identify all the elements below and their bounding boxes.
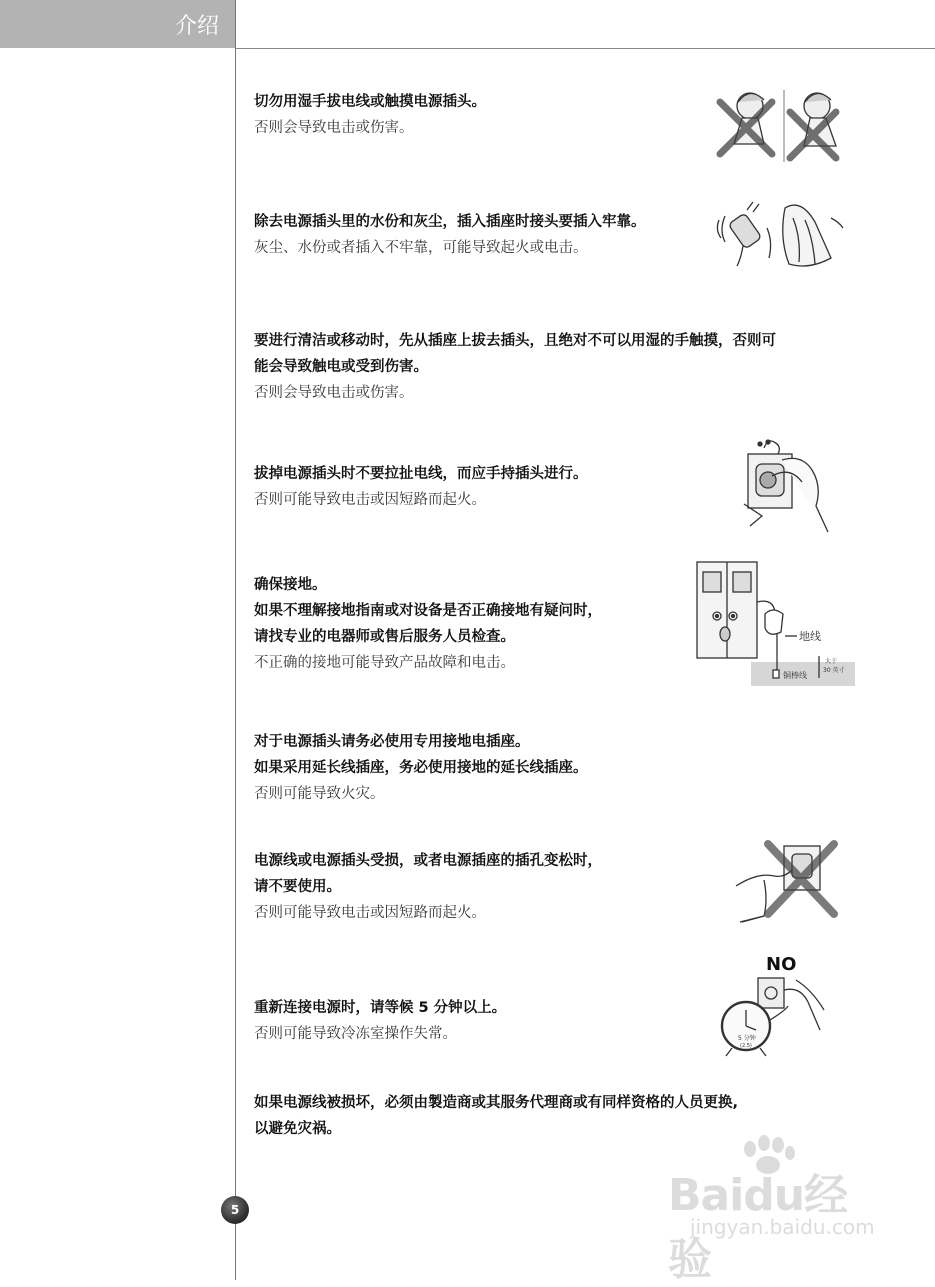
warning-dedicated-outlet	[254, 729, 854, 807]
header-divider	[235, 48, 935, 49]
warning-note: 否则会导致电击或伤害。	[254, 120, 414, 136]
warning-note: 灰尘、水份或者插入不牢靠，可能导致起火或电击。	[254, 240, 588, 256]
warning-note: 否则可能导致电击或因短路而起火。	[254, 905, 486, 921]
wait-five-minutes-illustration	[716, 950, 828, 1060]
no-label: NO	[766, 954, 797, 975]
warning-title-line-1: 如果电源线被损坏，必须由製造商或其服务代理商或有同样资格的人员更换,	[254, 1095, 739, 1111]
warning-title-line-2: 如果采用延长线插座，务必使用接地的延长线插座。	[254, 760, 588, 776]
warning-note: 否则可能导致电击或因短路而起火。	[254, 492, 486, 508]
warning-title-line-2: 以避免灾祸。	[254, 1121, 341, 1137]
grounding-illustration	[693, 558, 855, 686]
time-label: (2.5)	[740, 1043, 752, 1049]
chapter-title: 介绍	[174, 14, 219, 39]
warning-title-line-2: 请不要使用。	[254, 879, 341, 895]
warning-title-line-3: 请找专业的电器师或售后服务人员检查。	[254, 629, 515, 645]
warning-title: 拔掉电源插头时不要拉扯电线，而应手持插头进行。	[254, 466, 588, 482]
warning-note: 否则会导致电击或伤害。	[254, 385, 414, 401]
baidu-watermark	[660, 1135, 890, 1285]
chapter-tab	[0, 0, 235, 48]
wet-hands-illustration	[712, 84, 852, 166]
depth-label-2: 30 英寸	[823, 667, 845, 674]
warning-cleaning-moving	[254, 328, 854, 406]
warning-note: 不正确的接地可能导致产品故障和电击。	[254, 655, 515, 671]
damaged-outlet-illustration	[734, 836, 846, 928]
margin-divider	[235, 0, 236, 1280]
warning-title-line-1: 对于电源插头请务必使用专用接地电插座。	[254, 734, 530, 750]
warning-note: 否则可能导致火灾。	[254, 786, 385, 802]
five-minutes-label: 5 分钟	[738, 1035, 756, 1042]
watermark-url: jingyan.baidu.com	[690, 1215, 875, 1239]
warning-title: 重新连接电源时，请等候 5 分钟以上。	[254, 1000, 507, 1016]
warning-title-line-2: 如果不理解接地指南或对设备是否正确接地有疑问时，	[254, 603, 602, 619]
unplug-hand-illustration	[742, 436, 842, 534]
warning-note: 否则可能导致冷冻室操作失常。	[254, 1026, 457, 1042]
warning-title-line-2: 能会导致触电或受到伤害。	[254, 359, 428, 375]
warning-title-line-1: 要进行清洁或移动时，先从插座上拔去插头，且绝对不可以用湿的手触摸，否则可	[254, 333, 776, 349]
watermark-brand: Baidu经验	[668, 1170, 848, 1285]
warning-title: 切勿用湿手拔电线或触摸电源插头。	[254, 94, 486, 110]
ground-wire-label: 地线	[799, 630, 821, 643]
warning-title-line-1: 电源线或电源插头受损，或者电源插座的插孔变松时，	[254, 853, 602, 869]
plug-cleaning-illustration	[713, 198, 845, 270]
depth-label-1: 大于	[825, 658, 838, 665]
copper-rod-label: 铜棒线	[783, 671, 807, 680]
warning-title-line-1: 确保接地。	[254, 577, 327, 593]
warning-title: 除去电源插头里的水份和灰尘，插入插座时接头要插入牢靠。	[254, 214, 646, 230]
page-number: 5	[221, 1196, 249, 1224]
